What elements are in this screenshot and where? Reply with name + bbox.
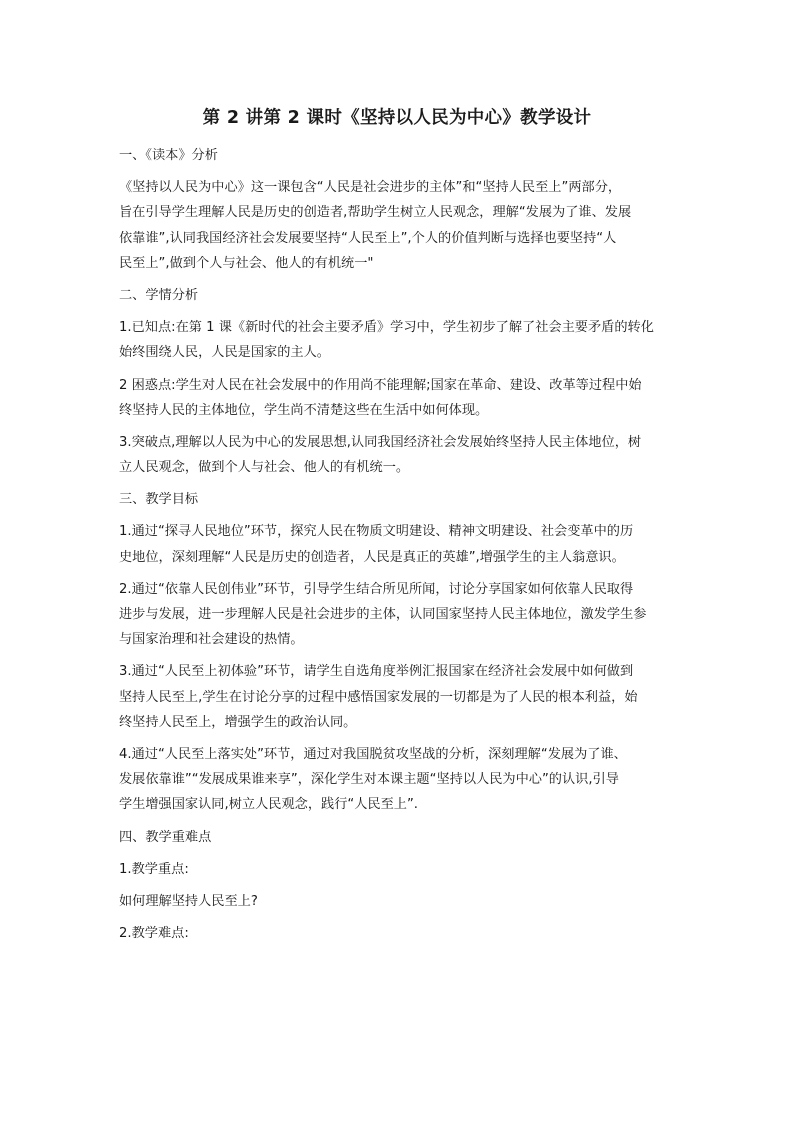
paragraph-line: 坚持人民至上,学生在讨论分享的过程中感悟国家发展的一切都是为了人民的根本利益，始	[119, 689, 638, 705]
paragraph-line: 学生增强国家认同,树立人民观念，践行“人民至上”.	[119, 797, 418, 813]
paragraph-line: 依靠谁”,认同我国经济社会发展要坚持“人民至上”,个人的价值判断与选择也要坚持“人	[119, 230, 617, 246]
paragraph	[119, 373, 679, 423]
spacer	[119, 168, 679, 175]
paragraph	[119, 519, 679, 569]
paragraph	[119, 921, 679, 946]
paragraph-line: 3.突破点,理解以人民为中心的发展思想,认同我国经济社会发展始终坚持人民主体地位，树	[119, 434, 642, 450]
spacer	[119, 423, 679, 430]
paragraph-line: 1.教学重点:	[119, 861, 189, 877]
paragraph-line: 始终围绕人民，人民是国家的主人。	[119, 345, 330, 361]
spacer	[119, 818, 679, 825]
section-heading: 一、《读本》分析	[119, 148, 218, 163]
spacer	[119, 735, 679, 742]
paragraph	[119, 175, 679, 276]
paragraph-line: 1.通过“探寻人民地位”环节，探究人民在物质文明建设、精神文明建设、社会变革中的历	[119, 524, 634, 540]
spacer	[119, 652, 679, 659]
spacer	[119, 512, 679, 519]
spacer	[119, 914, 679, 921]
paragraph	[119, 857, 679, 882]
document-title: 第 2 讲第 2 课时《坚持以人民为中心》教学设计	[202, 108, 592, 128]
spacer	[119, 276, 679, 283]
paragraph-line: 立人民观念，做到个人与社会、他人的有机统一。	[119, 460, 410, 476]
spacer	[119, 480, 679, 487]
document-body	[119, 143, 679, 953]
paragraph-line: 史地位，深刻理解“人民是历史的创造者，人民是真正的英雄”,增强学生的主人翁意识。	[119, 549, 625, 565]
paragraph-line: 终坚持人民的主体地位，学生尚不清楚这些在生活中如何体现。	[119, 402, 489, 418]
paragraph-line: 进步与发展，进一步理解人民是社会进步的主体，认同国家坚持人民主体地位，激发学生参	[119, 607, 647, 622]
spacer	[119, 946, 679, 953]
section-heading: 二、学情分析	[119, 287, 199, 303]
paragraph-line: 发展依靠谁”“发展成果谁来享”，深化学生对本课主题“坚持以人民为中心”的认识,引导	[119, 772, 619, 788]
paragraph-line: 终坚持人民至上，增强学生的政治认同。	[119, 714, 357, 730]
paragraph-line: 3.通过“人民至上初体验”环节，请学生自选角度举例汇报国家在经济社会发展中如何做到	[119, 664, 634, 680]
section-heading: 三、教学目标	[119, 492, 199, 508]
paragraph	[119, 315, 679, 365]
spacer	[119, 570, 679, 577]
paragraph-line: 旨在引导学生理解人民是历史的创造者,帮助学生树立人民观念，理解“发展为了谁、发展	[119, 205, 632, 221]
paragraph-line: 《坚持以人民为中心》这一课包含“人民是社会进步的主体”和“坚持人民至上”两部分，	[119, 180, 622, 196]
paragraph-line: 4.通过“人民至上落实处”环节，通过对我国脱贫攻坚战的分析，深刻理解“发展为了谁、	[119, 746, 627, 762]
paragraph-line: 2.教学难点:	[119, 926, 189, 942]
paragraph	[119, 889, 679, 914]
paragraph	[119, 659, 679, 735]
paragraph	[119, 577, 679, 653]
paragraph-line: 与国家治理和社会建设的热情。	[119, 632, 304, 648]
section-heading: 四、教学重难点	[119, 829, 212, 845]
paragraph-line: 民至上”,做到个人与社会、他人的有机统一"	[119, 255, 374, 271]
spacer	[119, 882, 679, 889]
paragraph-line: 如何理解坚持人民至上?	[119, 893, 258, 909]
spacer	[119, 366, 679, 373]
paragraph	[119, 742, 679, 818]
spacer	[119, 850, 679, 857]
spacer	[119, 308, 679, 315]
paragraph	[119, 430, 679, 480]
paragraph-line: 2.通过“依靠人民创伟业”环节，引导学生结合所见所闻，讨论分享国家如何依靠人民取得	[119, 581, 634, 597]
paragraph-line: 2 困惑点:学生对人民在社会发展中的作用尚不能理解;国家在革命、建设、改革等过程中始	[119, 377, 642, 393]
paragraph-line: 1.已知点:在第 1 课《新时代的社会主要矛盾》学习中，学生初步了解了社会主要矛盾的转化	[119, 320, 654, 336]
